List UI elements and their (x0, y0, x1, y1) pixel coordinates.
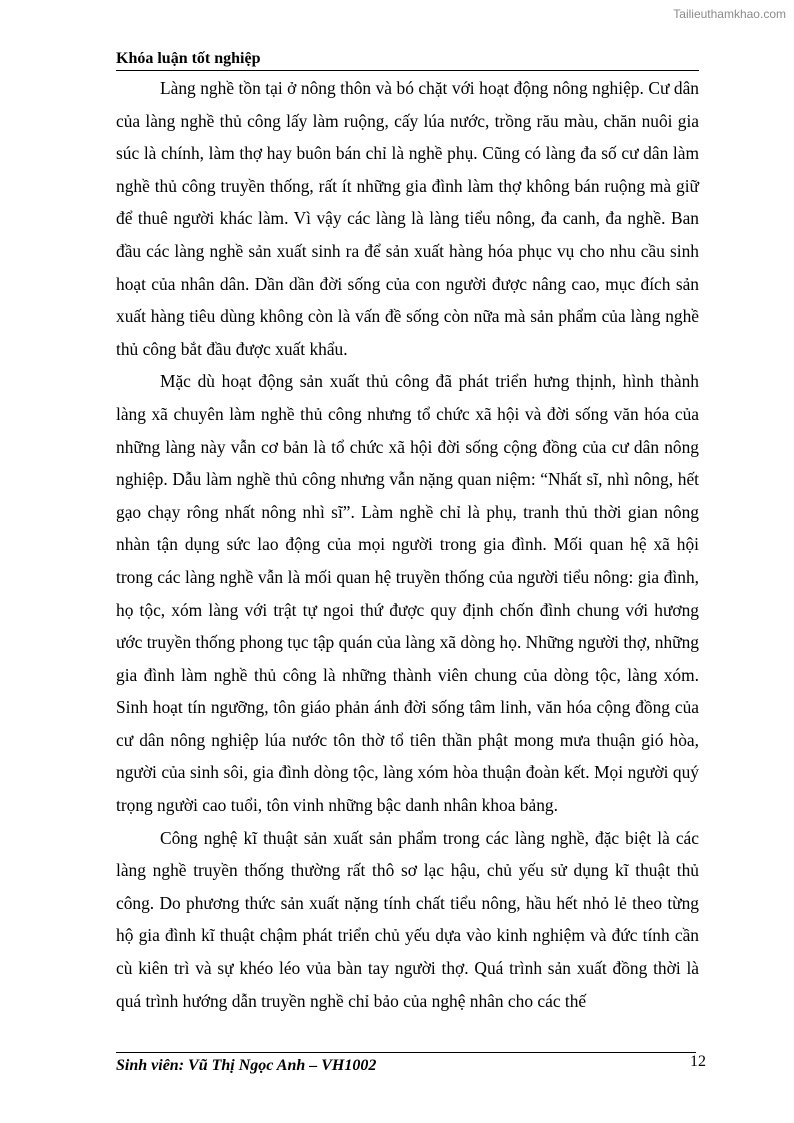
paragraph: Công nghệ kĩ thuật sản xuất sản phẩm trong các làng nghề, đặc biệt là các làng nghề truyền thống thường rất thô sơ lạc hậu, chủ yếu sử dụng kĩ thuật thủ công. Do phương thức sản xuất nặng tính chất tiểu nông, hầu hết nhỏ lẻ theo từng hộ gia đình kĩ thuật chậm phát triển chủ yếu dựa vào kinh nghiệm và đức tính cần cù kiên trì và sự khéo léo vủa bàn tay người thợ. Quá trình sản xuất đồng thời là quá trình hướng dẫn truyền nghề chỉ bảo của nghệ nhân cho các thế (116, 827, 699, 1011)
watermark: Tailieuthamkhao.com (673, 7, 786, 21)
header-title: Khóa luận tốt nghiệp (116, 50, 261, 67)
footer-student: Sinh viên: Vũ Thị Ngọc Anh – VH1002 (116, 1057, 377, 1074)
page-number: 12 (690, 1053, 706, 1070)
footer-divider (116, 1052, 696, 1053)
paragraph: Mặc dù hoạt động sản xuất thủ công đã phát triển hưng thịnh, hình thành làng xã chuyên làm nghề thủ công nhưng tổ chức xã hội và đời sống văn hóa của những làng này vẫn cơ bản là tổ chức xã hội đời sống cộng đồng của cư dân nông nghiệp. Dẫu làm nghề thủ công nhưng vẫn nặng quan niệm: “Nhất sĩ, nhì nông, hết gạo chạy rông nhất nông nhì sĩ”. Làm nghề chỉ là phụ, tranh thủ thời gian nông nhàn tận dụng sức lao động của mọi người trong gia đình. Mối quan hệ xã hội trong các làng nghề vẫn là mối quan hệ truyền thống của người tiểu nông: gia đình, họ tộc, xóm làng với trật tự ngoi thứ được quy định chốn đình chung với hương ước truyền thống phong tục tập quán của làng xã dòng họ. Những người thợ, những gia đình làm nghề thủ công là những thành viên chung của dòng tộc, làng xóm. Sinh hoạt tín ngưỡng, tôn giáo phản ánh đời sống tâm linh, văn hóa cộng đồng của cư dân nông nghiệp lúa nước tôn thờ tổ tiên thần phật mong mưa thuận gió hòa, người của sinh sôi, gia đình dòng tộc, làng xóm hòa thuận đoàn kết. Mọi người quý trọng người cao tuổi, tôn vinh những bậc danh nhân khoa bảng. (116, 371, 699, 816)
document-body (116, 72, 699, 1017)
header-divider (116, 70, 699, 71)
paragraph: Làng nghề tồn tại ở nông thôn và bó chặt với hoạt động nông nghiệp. Cư dân của làng nghề thủ công lấy làm ruộng, cấy lúa nước, trồng rău màu, chăn nuôi gia súc là chính, làm thợ hay buôn bán chỉ là nghề phụ. Cũng có làng đa số cư dân làm nghề thủ công truyền thống, rất ít những gia đình làm thợ không bán ruộng mà giữ để thuê người khác làm. Vì vậy các làng là làng tiểu nông, đa canh, đa nghề. Ban đầu các làng nghề sản xuất sinh ra để sản xuất hàng hóa phục vụ cho nhu cầu sinh hoạt của nhân dân. Dần dần đời sống của con người được nâng cao, mục đích sản xuất hàng tiêu dùng không còn là vấn đề sống còn nữa mà sản phẩm của làng nghề thủ công bắt đầu được xuất khẩu. (116, 78, 699, 359)
